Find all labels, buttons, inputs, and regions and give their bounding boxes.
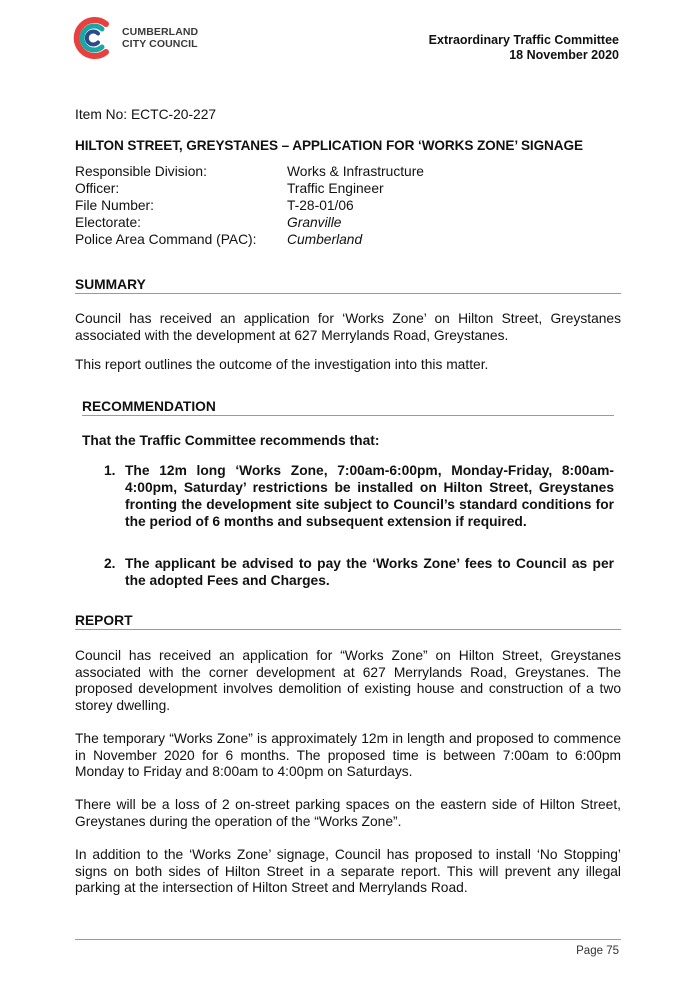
report-paragraph-3: There will be a loss of 2 on-street parking spaces on the eastern side of Hilton Street, Greystanes during the operation of the “Works Zone”. [75,797,621,829]
report-title: HILTON STREET, GREYSTANES – APPLICATION FOR ‘WORKS ZONE’ SIGNAGE [75,138,583,153]
logo-line-2: CITY COUNCIL [122,38,198,50]
meta-label: Police Area Command (PAC): [75,232,257,247]
recommendation-text: The applicant be advised to pay the ‘Works Zone’ fees to Council as per the adopted Fees and Charges. [125,556,614,588]
committee-name: Extraordinary Traffic Committee [428,33,619,47]
meta-value: T-28-01/06 [287,198,354,213]
summary-paragraph-1: Council has received an application for ‘Works Zone’ on Hilton Street, Greystanes associated with the development at 627 Merrylands Road, Greystanes. [75,311,621,343]
meta-row-officer [75,180,424,197]
meta-label: Responsible Division: [75,164,207,179]
recommendation-number: 2. [104,556,116,571]
logo-wordmark [122,26,198,50]
page-number: Page 75 [576,945,619,957]
report-paragraph-2: The temporary “Works Zone” is approximately 12m in length and proposed to commence in November 2020 for 6 months. The proposed time is between 7:00am to 6:00pm Monday to Friday and 8:00am to 4:00pm on Saturdays. [75,731,621,780]
recommendation-item [104,462,614,530]
header-meta [429,33,619,63]
council-logo [66,12,226,68]
footer-divider [75,939,621,940]
meeting-date: 18 November 2020 [509,48,619,62]
item-number: Item No: ECTC-20-227 [75,107,217,122]
meta-value: Cumberland [287,232,363,247]
council-logo-icon [66,12,118,64]
meta-row-file-number [75,197,424,214]
recommendation-item [104,555,614,589]
meta-row-electorate [75,214,424,231]
meta-row-pac [75,231,424,248]
recommendation-heading: RECOMMENDATION [82,399,614,416]
meta-value: Traffic Engineer [287,181,384,196]
report-heading: REPORT [75,613,621,630]
report-meta-table [75,163,424,248]
report-paragraph-1: Council has received an application for “Works Zone” on Hilton Street, Greystanes associated with the corner development at 627 Merrylands Road, Greystanes. The proposed development involves demolition of existing house and construction of a two storey dwelling. [75,648,621,713]
meta-row-division [75,163,424,180]
summary-paragraph-2: This report outlines the outcome of the investigation into this matter. [75,357,489,372]
summary-heading: SUMMARY [75,277,621,294]
logo-line-1: CUMBERLAND [122,26,199,38]
meta-label: File Number: [75,198,154,213]
recommendation-number: 1. [104,463,116,478]
meta-label: Officer: [75,181,120,196]
meta-label: Electorate: [75,215,141,230]
recommendation-text: The 12m long ‘Works Zone, 7:00am-6:00pm, Monday-Friday, 8:00am-4:00pm, Saturday’ restrictions be installed on Hilton Street, Greystanes fronting the development site subject to Council’s standard conditions for the period of 6 months and subsequent extension if required. [125,463,614,529]
recommendation-intro: That the Traffic Committee recommends that: [82,433,380,448]
meta-value: Granville [287,215,342,230]
meta-value: Works & Infrastructure [287,164,424,179]
report-paragraph-4: In addition to the ‘Works Zone’ signage, Council has proposed to install ‘No Stopping’ signs on both sides of Hilton Street in a separate report. This will prevent any illegal parking at the intersection of Hilton Street and Merrylands Road. [75,847,621,896]
